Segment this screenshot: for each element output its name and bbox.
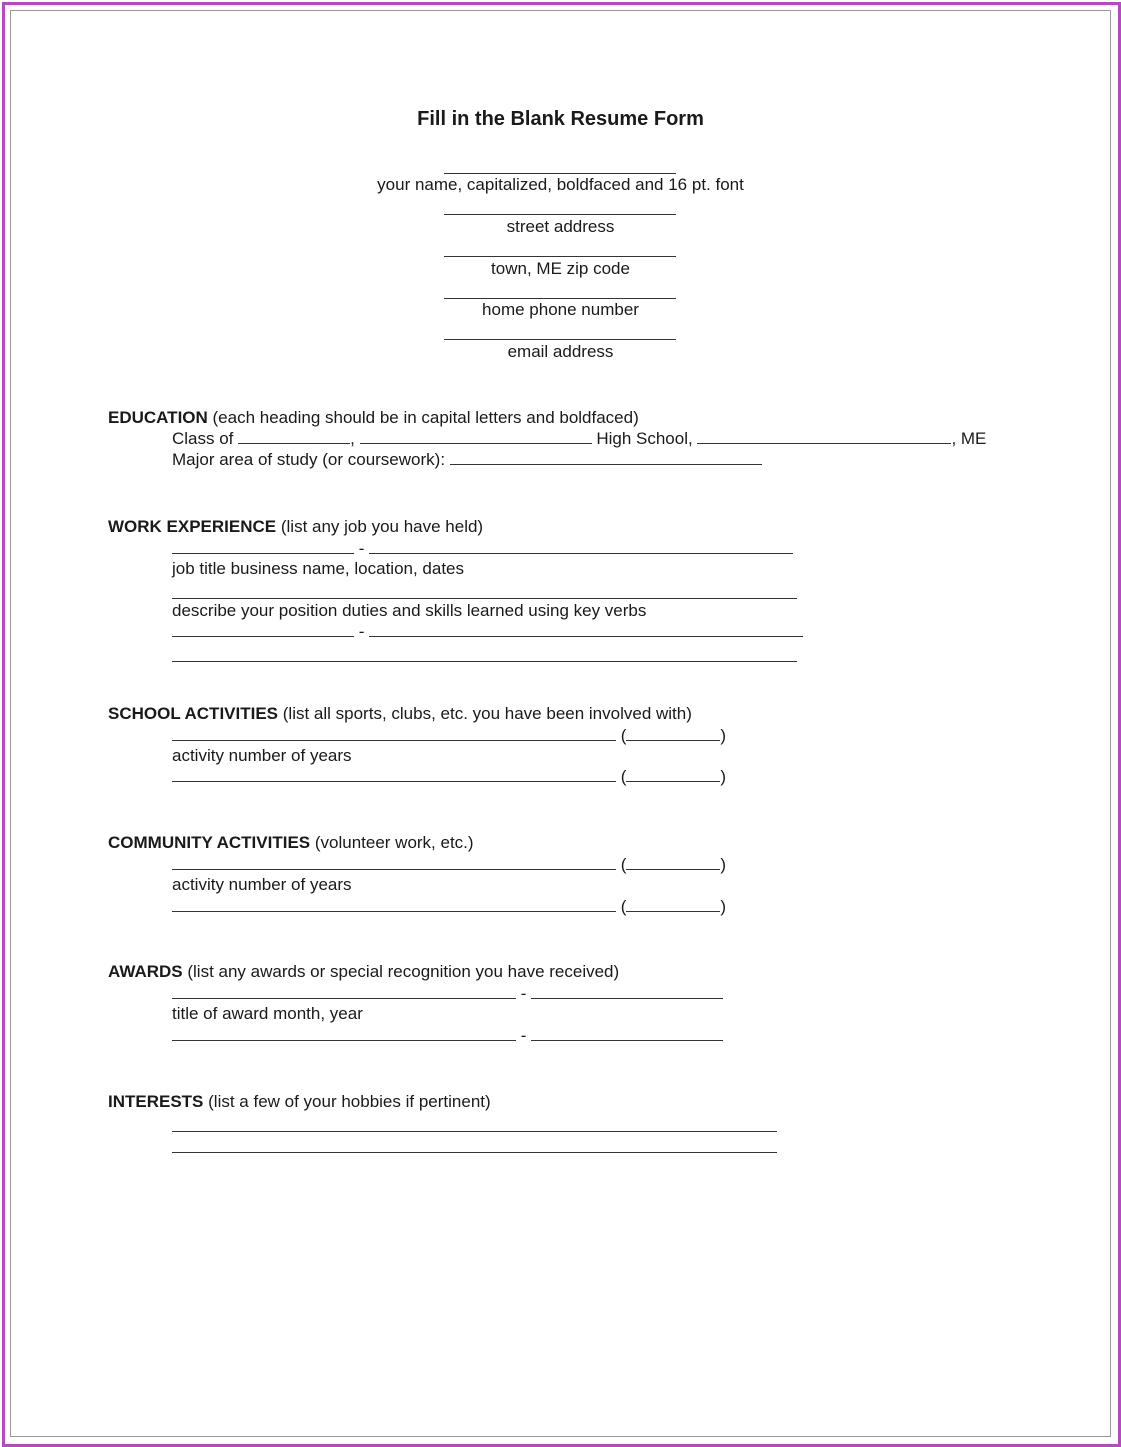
awards-caption: title of award month, year xyxy=(172,1004,363,1023)
major-label: Major area of study (or coursework): xyxy=(172,450,450,469)
school-name-blank[interactable] xyxy=(360,429,592,444)
work-caption-2: describe your position duties and skills learned using key verbs xyxy=(172,601,647,620)
close-paren: ) xyxy=(720,855,727,874)
activity-blank-1[interactable] xyxy=(172,726,616,741)
interests-heading xyxy=(108,1092,491,1112)
street-label: street address xyxy=(506,217,615,236)
community-activity-blank-2[interactable] xyxy=(172,897,616,912)
duties-line-1[interactable] xyxy=(172,598,797,599)
town-label: town, ME zip code xyxy=(491,259,630,278)
community-heading xyxy=(108,833,474,853)
form-title: Fill in the Blank Resume Form xyxy=(417,108,704,130)
dash-sep: - xyxy=(354,539,370,558)
interests-title: INTERESTS xyxy=(108,1092,204,1111)
open-paren: ( xyxy=(620,855,627,874)
street-line[interactable] xyxy=(444,214,676,215)
school-title: SCHOOL ACTIVITIES xyxy=(108,704,279,723)
work-title: WORK EXPERIENCE xyxy=(108,517,277,536)
education-class-row xyxy=(172,429,986,449)
award-title-blank-1[interactable] xyxy=(172,984,516,999)
comma-sep: , xyxy=(350,429,355,448)
education-note: (each heading should be in capital letters and boldfaced) xyxy=(207,408,639,427)
activity-blank-2[interactable] xyxy=(172,767,616,782)
work-row-1 xyxy=(172,539,793,559)
class-of-label: Class of xyxy=(172,429,239,448)
school-note: (list all sports, clubs, etc. you have been involved with) xyxy=(278,704,692,723)
school-caption: activity number of years xyxy=(172,746,352,765)
awards-row-1 xyxy=(172,984,723,1004)
education-heading xyxy=(108,408,639,428)
open-paren: ( xyxy=(620,726,627,745)
work-note: (list any job you have held) xyxy=(276,517,484,536)
community-title: COMMUNITY ACTIVITIES xyxy=(108,833,311,852)
high-school-label: High School, xyxy=(591,429,698,448)
community-row-2 xyxy=(172,897,726,917)
phone-label: home phone number xyxy=(482,300,639,319)
open-paren: ( xyxy=(620,767,627,786)
awards-note: (list any awards or special recognition you have received) xyxy=(182,962,620,981)
community-caption: activity number of years xyxy=(172,875,352,894)
town-line[interactable] xyxy=(444,256,676,257)
close-paren: ) xyxy=(720,767,727,786)
job-details-blank-1[interactable] xyxy=(369,539,793,554)
education-title: EDUCATION xyxy=(108,408,208,427)
close-paren: ) xyxy=(720,726,727,745)
awards-title: AWARDS xyxy=(108,962,183,981)
awards-row-2 xyxy=(172,1026,723,1046)
awards-heading xyxy=(108,962,619,982)
school-town-blank[interactable] xyxy=(697,429,951,444)
dash-sep: - xyxy=(516,1026,532,1045)
email-label: email address xyxy=(507,342,614,361)
duties-line-2[interactable] xyxy=(172,661,797,662)
major-blank[interactable] xyxy=(450,450,762,465)
school-row-2 xyxy=(172,767,726,787)
work-row-2 xyxy=(172,622,803,642)
interests-line-2[interactable] xyxy=(172,1152,777,1153)
phone-line[interactable] xyxy=(444,298,676,299)
state-label: , ME xyxy=(951,429,987,448)
community-activity-blank-1[interactable] xyxy=(172,855,616,870)
interests-note: (list a few of your hobbies if pertinent) xyxy=(203,1092,491,1111)
award-title-blank-2[interactable] xyxy=(172,1026,516,1041)
interests-line-1[interactable] xyxy=(172,1131,777,1132)
work-heading xyxy=(108,517,483,537)
class-year-blank[interactable] xyxy=(238,429,350,444)
name-line[interactable] xyxy=(444,173,676,174)
close-paren: ) xyxy=(720,897,727,916)
award-date-blank-1[interactable] xyxy=(531,984,723,999)
job-title-blank-2[interactable] xyxy=(172,622,354,637)
job-details-blank-2[interactable] xyxy=(369,622,803,637)
dash-sep: - xyxy=(516,984,532,1003)
community-note: (volunteer work, etc.) xyxy=(310,833,474,852)
open-paren: ( xyxy=(620,897,627,916)
school-heading xyxy=(108,704,692,724)
work-caption-1: job title business name, location, dates xyxy=(172,559,465,578)
community-years-blank-2[interactable] xyxy=(626,897,720,912)
name-label: your name, capitalized, boldfaced and 16 pt. font xyxy=(377,175,744,194)
email-line[interactable] xyxy=(444,339,676,340)
education-major-row xyxy=(172,450,762,470)
community-row-1 xyxy=(172,855,726,875)
dash-sep: - xyxy=(354,622,370,641)
job-title-blank-1[interactable] xyxy=(172,539,354,554)
years-blank-2[interactable] xyxy=(626,767,720,782)
school-row-1 xyxy=(172,726,726,746)
award-date-blank-2[interactable] xyxy=(531,1026,723,1041)
community-years-blank-1[interactable] xyxy=(626,855,720,870)
years-blank-1[interactable] xyxy=(626,726,720,741)
